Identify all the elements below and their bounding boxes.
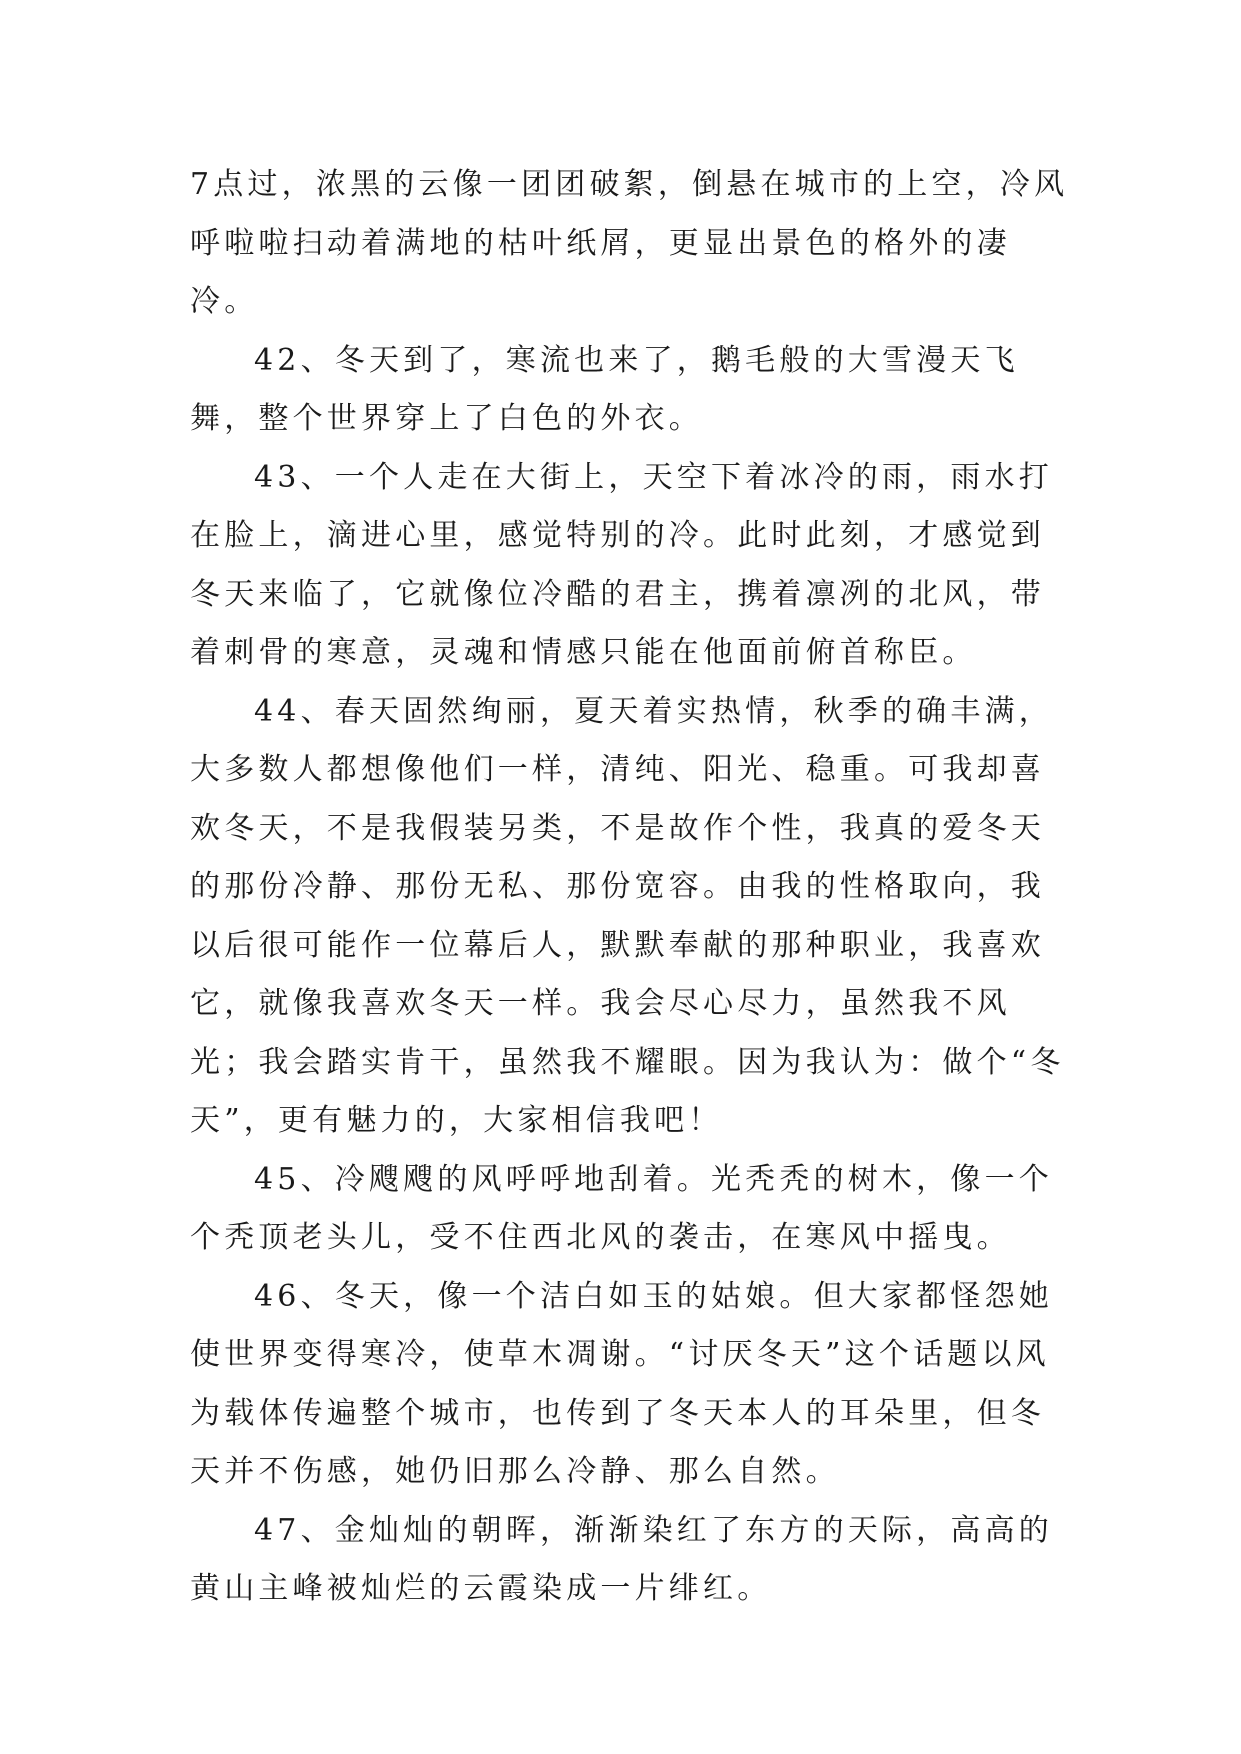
paragraph-45: 45、冷飕飕的风呼呼地刮着。光秃秃的树木，像一个个秃顶老头儿，受不住西北风的袭击，在寒风中摇曳。 [190,1161,1053,1255]
paragraph-44: 44、春天固然绚丽，夏天着实热情，秋季的确丰满，大多数人都想像他们一样，清纯、阳光、稳重。可我却喜欢冬天，不是我假装另类，不是故作个性，我真的爱冬天的那份冷静、那份无私、那份宽容。由我的性格取向，我以后很可能作一位幕后人，默默奉献的那种职业，我喜欢它，就像我喜欢冬天一样。我会尽心尽力，虽然我不风光；我会踏实肯干，虽然我不耀眼。因为我认为：做个“冬天”，更有魅力的，大家相信我吧！ [190,693,1065,1138]
paragraph-continuation: 7点过，浓黑的云像一团团破絮，倒悬在城市的上空，冷风呼啦啦扫动着满地的枯叶纸屑，更显出景色的格外的凄冷。 [190,167,1069,319]
document-body [190,156,1070,1619]
paragraph-42: 42、冬天到了，寒流也来了，鹅毛般的大雪漫天飞舞，整个世界穿上了白色的外衣。 [190,342,1019,436]
paragraph-43: 43、一个人走在大街上，天空下着冰冷的雨，雨水打在脸上，滴进心里，感觉特别的冷。此时此刻，才感觉到冬天来临了，它就像位冷酷的君主，携着凛冽的北风，带着刺骨的寒意，灵魂和情感只能在他面前俯首称臣。 [190,459,1053,670]
paragraph-47: 47、金灿灿的朝晖，渐渐染红了东方的天际，高高的黄山主峰被灿烂的云霞染成一片绯红。 [190,1512,1053,1606]
paragraph-46: 46、冬天，像一个洁白如玉的姑娘。但大家都怪怨她使世界变得寒冷，使草木凋谢。“讨厌冬天”这个话题以风为载体传遍整个城市，也传到了冬天本人的耳朵里，但冬天并不伤感，她仍旧那么冷静、那么自然。 [190,1278,1053,1489]
